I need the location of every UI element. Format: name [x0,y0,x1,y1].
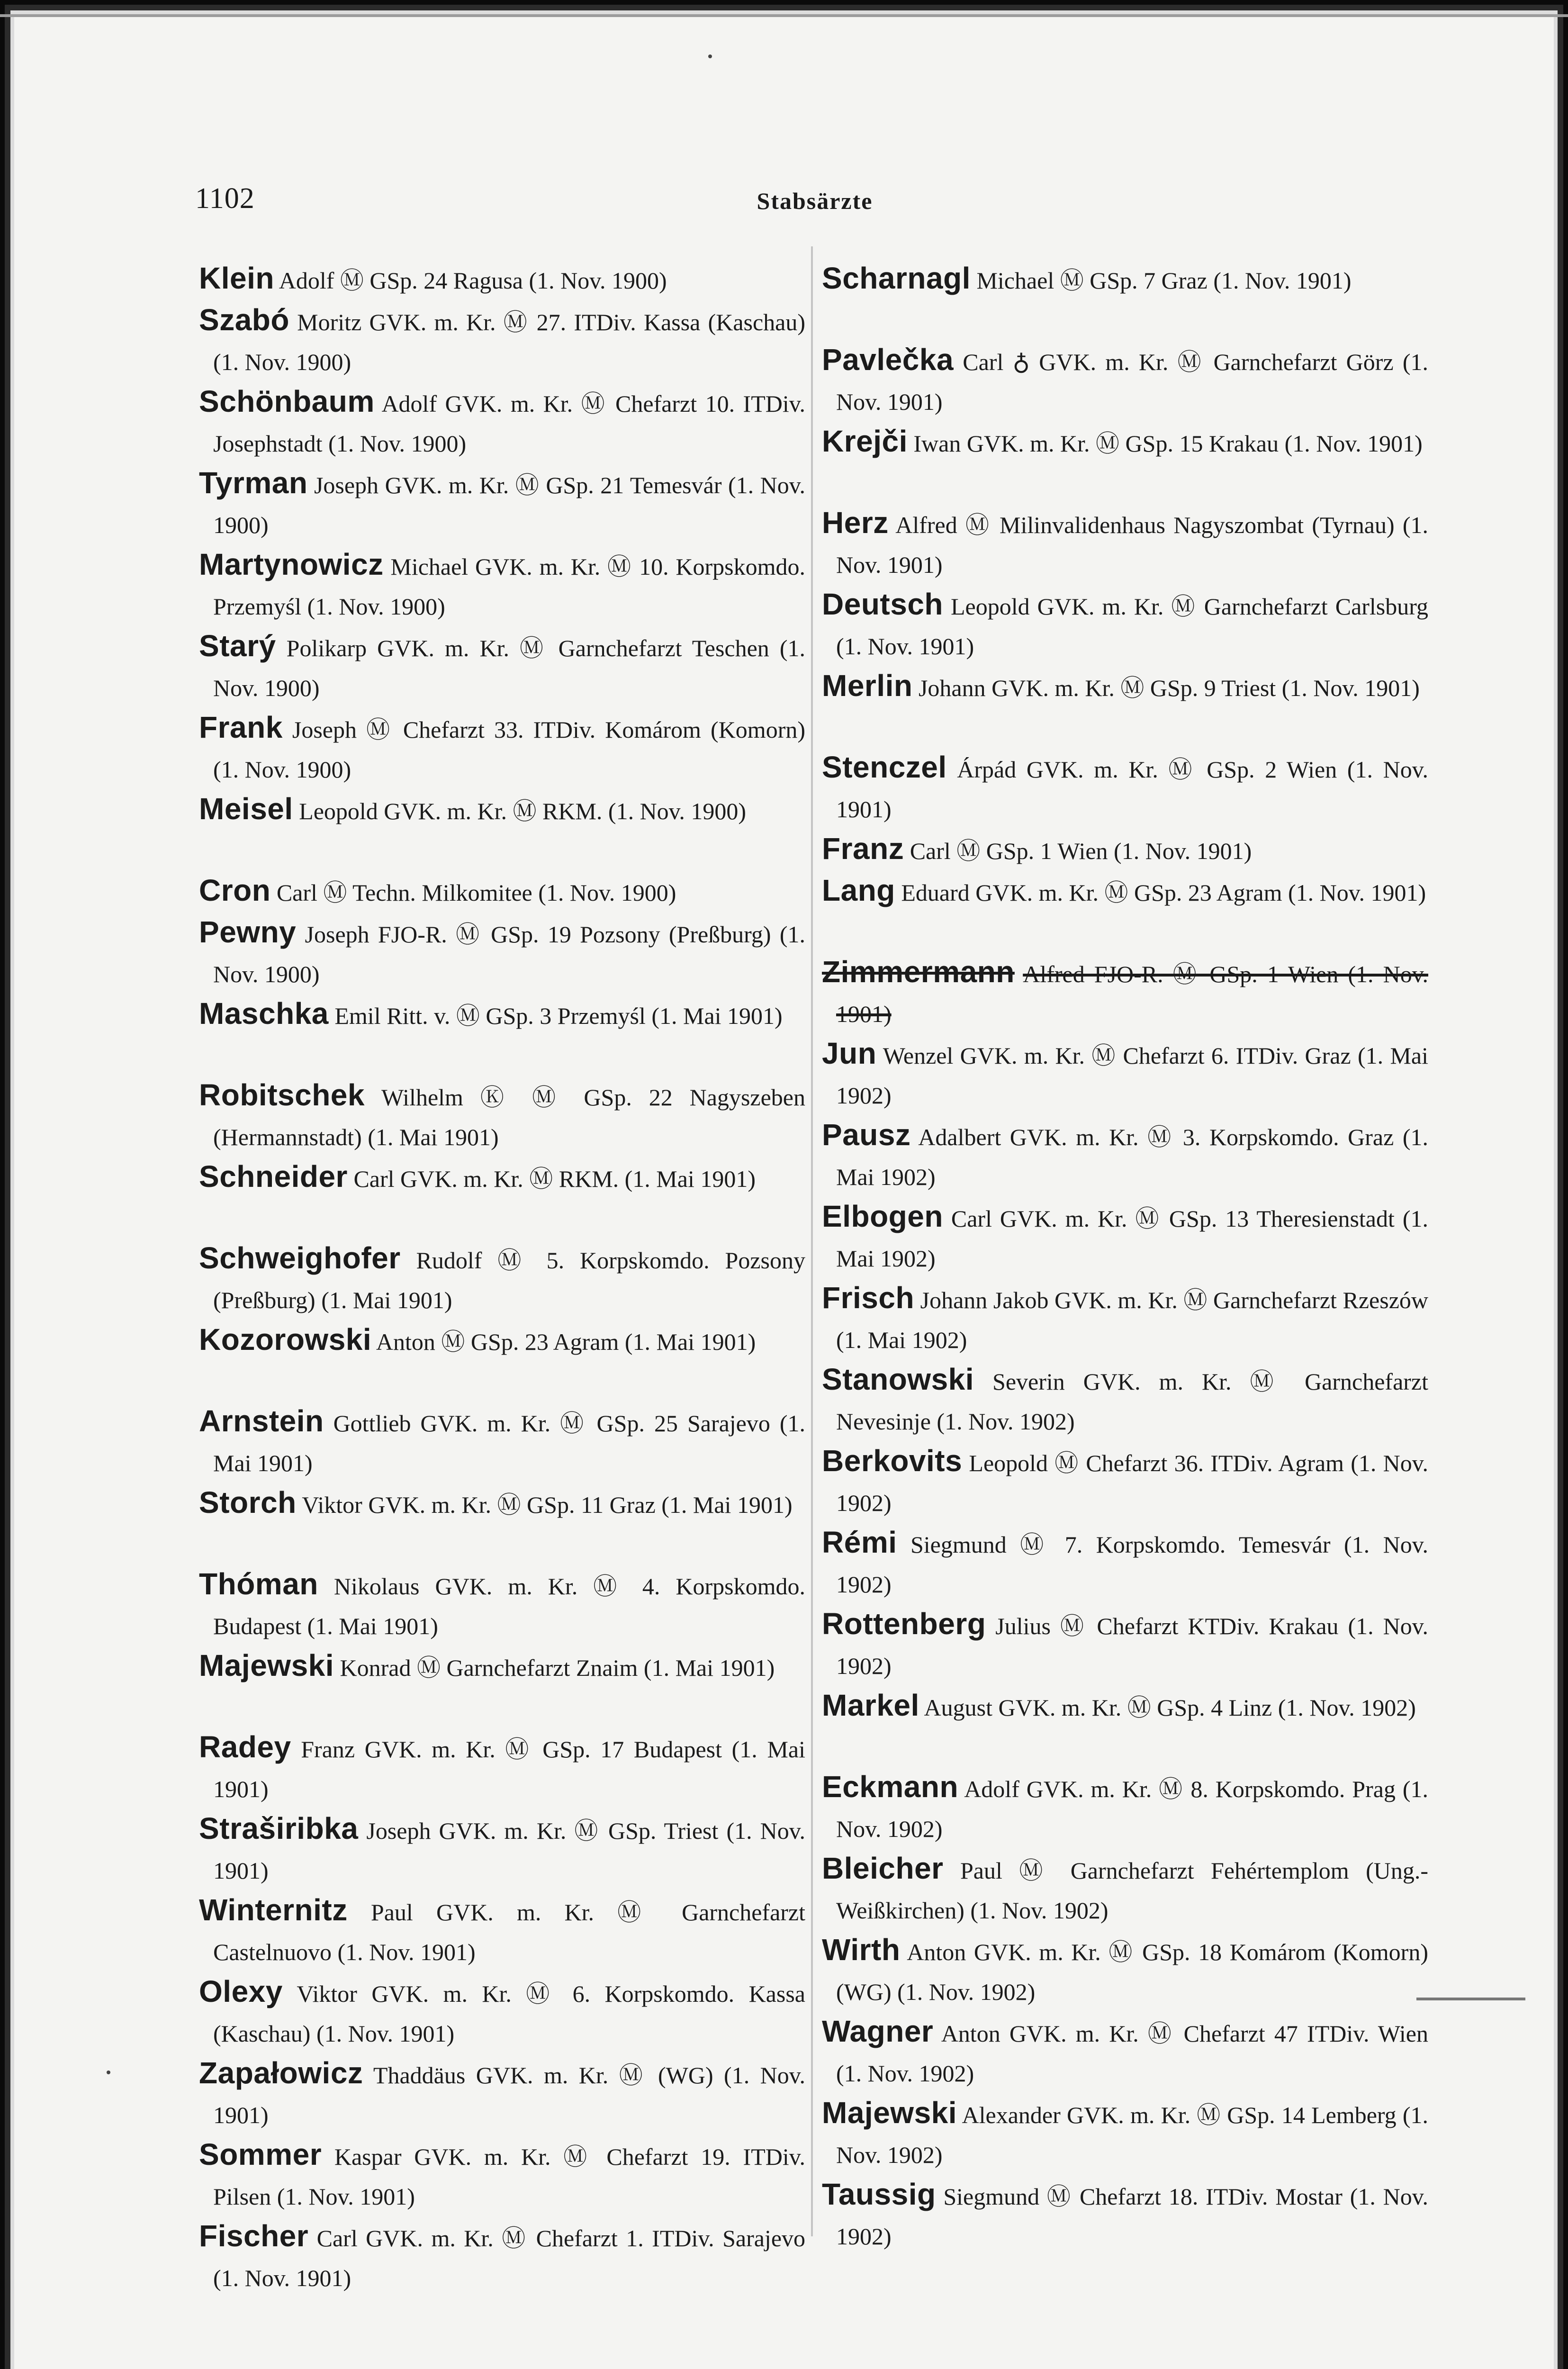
entry-zimmermann-struck [822,952,1428,1031]
entry-details: Wenzel GVK. m. Kr. Ⓜ Chefarzt 6. ITDiv. Graz (1. Mai 1902) [836,1042,1428,1109]
entry-martynowicz [199,544,805,624]
entry-tyrman [199,463,805,543]
entry-scharnagl [822,258,1428,338]
entry-schweighofer [199,1238,805,1318]
entry-surname: Frisch [822,1281,915,1315]
left-column [199,258,805,2296]
entry-herz [822,503,1428,582]
entry-deutsch [822,584,1428,664]
entry-berkovits [822,1441,1428,1520]
entry-surname: Schweighofer [199,1241,401,1275]
entry-surname: Klein [199,261,274,295]
entry-surname: Schneider [199,1159,348,1194]
entry-stanowski [822,1359,1428,1439]
entry-details: Anton GVK. m. Kr. Ⓜ Chefarzt 47 ITDiv. Wien (1. Nov. 1902) [836,2020,1428,2087]
entry-surname: Zimmermann [822,955,1015,989]
entry-surname: Tyrman [199,466,308,500]
entry-details: Carl Ⓜ GSp. 1 Wien (1. Nov. 1901) [910,838,1252,864]
entry-surname: Berkovits [822,1444,963,1478]
entry-details: Leopold Ⓜ Chefarzt 36. ITDiv. Agram (1. Nov. 1902) [836,1450,1428,1516]
entry-surname: Martynowicz [199,547,384,581]
entry-stary [199,626,805,705]
entry-majewski-konrad [199,1646,805,1725]
entry-klein [199,258,805,298]
entry-details: Carl GVK. m. Kr. Ⓜ Chefarzt 1. ITDiv. Sarajevo (1. Nov. 1901) [213,2225,805,2291]
entry-sommer [199,2134,805,2214]
entry-surname: Franz [822,832,904,866]
entry-details: Severin GVK. m. Kr. Ⓜ Garnchefarzt Nevesinje (1. Nov. 1902) [836,1368,1428,1435]
entry-details: Alfred Ⓜ Milinvalidenhaus Nagyszombat (Tyrnau) (1. Nov. 1901) [836,512,1428,578]
entry-details: Viktor GVK. m. Kr. Ⓜ GSp. 11 Graz (1. Mai 1901) [302,1492,793,1518]
entry-krejci [822,421,1428,501]
entry-details: Carl ♁ GVK. m. Kr. Ⓜ Garnchefarzt Görz (1. Nov. 1901) [836,349,1428,415]
entry-details: Adolf Ⓜ GSp. 24 Ragusa (1. Nov. 1900) [279,267,667,294]
entry-pewny [199,912,805,992]
entry-surname: Herz [822,506,889,540]
entry-rottenberg [822,1604,1428,1683]
entry-details: Michael Ⓜ GSp. 7 Graz (1. Nov. 1901) [976,267,1352,294]
entry-surname: Winternitz [199,1893,348,1927]
entry-surname: Bleicher [822,1851,944,1885]
right-column [822,258,1428,2254]
entry-surname: Straširibka [199,1811,359,1845]
entry-taussig [822,2174,1428,2254]
entry-strasiribka [199,1808,805,1888]
entry-surname: Meisel [199,792,293,826]
entry-details: Gottlieb GVK. m. Kr. Ⓜ GSp. 25 Sarajevo (1. Mai 1901) [213,1410,805,1476]
entry-surname: Majewski [822,2096,957,2130]
entry-details: Siegmund Ⓜ Chefarzt 18. ITDiv. Mostar (1. Nov. 1902) [836,2183,1428,2250]
entry-surname: Krejči [822,424,908,458]
entry-details: Joseph Ⓜ Chefarzt 33. ITDiv. Komárom (Komorn) (1. Nov. 1900) [213,716,805,783]
entry-surname: Schönbaum [199,384,375,418]
entry-details: Julius Ⓜ Chefarzt KTDiv. Krakau (1. Nov. 1902) [836,1613,1428,1679]
entry-details: Carl Ⓜ Techn. Milkomitee (1. Nov. 1900) [276,879,676,906]
entry-surname: Cron [199,873,271,907]
entry-surname: Jun [822,1036,877,1070]
entry-details: Árpád GVK. m. Kr. Ⓜ GSp. 2 Wien (1. Nov. 1901) [836,756,1428,823]
entry-details: Eduard GVK. m. Kr. Ⓜ GSp. 23 Agram (1. Nov. 1901) [901,879,1426,906]
entry-details: Thaddäus GVK. m. Kr. Ⓜ (WG) (1. Nov. 1901) [213,2062,805,2128]
entry-details: Emil Ritt. v. Ⓜ GSp. 3 Przemyśl (1. Mai 1901) [334,1003,783,1029]
entry-stenczel [822,747,1428,827]
entry-merlin [822,666,1428,745]
entry-details: Adalbert GVK. m. Kr. Ⓜ 3. Korpskomdo. Graz (1. Mai 1902) [836,1124,1428,1190]
entry-schonbaum [199,381,805,461]
entry-radey [199,1727,805,1807]
entry-details: Michael GVK. m. Kr. Ⓜ 10. Korpskomdo. Przemyśl (1. Nov. 1900) [213,553,805,620]
entry-remi [822,1522,1428,1602]
entry-majewski-alexander [822,2093,1428,2172]
entry-lang [822,870,1428,950]
entry-frisch [822,1278,1428,1357]
entry-surname: Frank [199,710,283,744]
entry-surname: Wagner [822,2014,934,2048]
strikethrough-pen-stroke [1416,1998,1525,2000]
entry-surname: Zapałowicz [199,2056,363,2090]
entry-details: Leopold GVK. m. Kr. Ⓜ Garnchefarzt Carlsburg (1. Nov. 1901) [836,593,1428,660]
entry-details: Rudolf Ⓜ 5. Korpskomdo. Pozsony (Preßburg) (1. Mai 1901) [213,1247,805,1313]
entry-surname: Thóman [199,1567,318,1601]
entry-details: Joseph GVK. m. Kr. Ⓜ GSp. Triest (1. Nov. 1901) [213,1817,805,1884]
entry-surname: Eckmann [822,1770,959,1804]
entry-surname: Pewny [199,915,297,949]
entry-franz [822,829,1428,868]
entry-surname: Majewski [199,1648,334,1682]
entry-details: Alfred FJO-R. Ⓜ GSp. 1 Wien (1. Nov. 1901) [836,961,1428,1027]
entry-details: Konrad Ⓜ Garnchefarzt Znaim (1. Mai 1901) [340,1655,775,1681]
entry-robitschek [199,1075,805,1155]
entry-schneider [199,1157,805,1236]
entry-surname: Taussig [822,2177,936,2211]
entry-maschka [199,994,805,1073]
entry-surname: Stenczel [822,750,947,784]
entry-wagner [822,2011,1428,2091]
scan-speck [107,2071,110,2074]
entry-markel [822,1685,1428,1765]
entry-details: Iwan GVK. m. Kr. Ⓜ GSp. 15 Krakau (1. Nov. 1901) [913,430,1423,457]
entry-zapalowicz [199,2053,805,2133]
entry-details: Siegmund Ⓜ 7. Korpskomdo. Temesvár (1. Nov. 1902) [836,1531,1428,1598]
entry-frank [199,707,805,787]
entry-details: Wilhelm Ⓚ Ⓜ GSp. 22 Nagyszeben (Hermannstadt) (1. Mai 1901) [213,1084,805,1150]
entry-surname: Deutsch [822,587,943,621]
entry-details: Johann Jakob GVK. m. Kr. Ⓜ Garnchefarzt Rzeszów (1. Mai 1902) [836,1287,1428,1353]
entry-surname: Olexy [199,1974,283,2008]
entry-jun [822,1033,1428,1113]
entry-surname: Kozorowski [199,1322,372,1356]
entry-details: Viktor GVK. m. Kr. Ⓜ 6. Korpskomdo. Kassa (Kaschau) (1. Nov. 1901) [213,1980,805,2047]
entry-cron [199,870,805,910]
entry-surname: Pausz [822,1118,911,1152]
column-divider [811,246,813,2236]
entry-surname: Wirth [822,1933,901,1967]
entry-surname: Lang [822,873,895,907]
entry-details: Alexander GVK. m. Kr. Ⓜ GSp. 14 Lemberg (1. Nov. 1902) [836,2102,1428,2168]
entry-details: Joseph GVK. m. Kr. Ⓜ GSp. 21 Temesvár (1. Nov. 1900) [213,472,805,538]
entry-details: Leopold GVK. m. Kr. Ⓜ RKM. (1. Nov. 1900) [299,798,747,824]
entry-arnstein [199,1401,805,1481]
entry-details: Adolf GVK. m. Kr. Ⓜ 8. Korpskomdo. Prag (1. Nov. 1902) [836,1776,1428,1842]
entry-surname: Scharnagl [822,261,971,295]
page-number: 1102 [195,182,255,215]
entry-eckmann [822,1767,1428,1846]
entry-surname: Robitschek [199,1078,365,1112]
entry-surname: Szabó [199,303,289,337]
entry-surname: Arnstein [199,1404,324,1438]
entry-fischer [199,2216,805,2296]
entry-details: Anton GVK. m. Kr. Ⓜ GSp. 18 Komárom (Komorn) (WG) (1. Nov. 1902) [836,1939,1428,2005]
entry-surname: Storch [199,1485,297,1519]
entry-pavlecka [822,340,1428,419]
entry-surname: Stanowski [822,1362,974,1396]
entry-surname: Merlin [822,669,913,703]
entry-surname: Rottenberg [822,1607,986,1641]
entry-surname: Maschka [199,996,329,1031]
scan-speck [708,54,712,58]
entry-surname: Fischer [199,2219,309,2253]
entry-surname: Elbogen [822,1199,943,1233]
entry-surname: Rémi [822,1525,897,1559]
entry-details: August GVK. m. Kr. Ⓜ GSp. 4 Linz (1. Nov. 1902) [924,1694,1416,1721]
entry-details: Kaspar GVK. m. Kr. Ⓜ Chefarzt 19. ITDiv. Pilsen (1. Nov. 1901) [213,2143,805,2210]
entry-surname: Sommer [199,2137,322,2171]
entry-meisel [199,789,805,868]
entry-details: Moritz GVK. m. Kr. Ⓜ 27. ITDiv. Kassa (Kaschau) (1. Nov. 1900) [213,309,805,375]
entry-winternitz [199,1890,805,1970]
entry-details: Nikolaus GVK. m. Kr. Ⓜ 4. Korpskomdo. Budapest (1. Mai 1901) [213,1573,805,1639]
entry-details: Paul Ⓜ Garnchefarzt Fehértemplom (Ung.-Weißkirchen) (1. Nov. 1902) [836,1857,1428,1924]
entry-surname: Pavlečka [822,343,954,377]
entry-pausz [822,1115,1428,1194]
entry-surname: Radey [199,1730,291,1764]
entry-szabo [199,300,805,380]
entry-kozorowski [199,1320,805,1399]
entry-details: Carl GVK. m. Kr. Ⓜ RKM. (1. Mai 1901) [353,1166,756,1192]
entry-details: Anton Ⓜ GSp. 23 Agram (1. Mai 1901) [376,1329,756,1355]
entry-details: Paul GVK. m. Kr. Ⓜ Garnchefarzt Castelnuovo (1. Nov. 1901) [213,1899,805,1965]
entry-elbogen [822,1196,1428,1276]
entry-thoman [199,1564,805,1644]
entry-details: Carl GVK. m. Kr. Ⓜ GSp. 13 Theresienstadt (1. Mai 1902) [836,1205,1428,1272]
entry-details: Joseph FJO-R. Ⓜ GSp. 19 Pozsony (Preßburg) (1. Nov. 1900) [213,921,805,987]
entry-details: Adolf GVK. m. Kr. Ⓜ Chefarzt 10. ITDiv. Josephstadt (1. Nov. 1900) [213,390,805,457]
entry-details: Johann GVK. m. Kr. Ⓜ GSp. 9 Triest (1. Nov. 1901) [918,675,1420,701]
running-head: Stabsärzte [757,188,873,214]
entry-surname: Starý [199,629,276,663]
entry-olexy [199,1971,805,2051]
entry-bleicher [822,1848,1428,1928]
entry-wirth [822,1930,1428,2009]
entry-storch [199,1483,805,1562]
scan-edge-top [0,14,1568,17]
entry-surname: Markel [822,1688,919,1722]
entry-details: Polikarp GVK. m. Kr. Ⓜ Garnchefarzt Teschen (1. Nov. 1900) [213,635,805,701]
entry-details: Franz GVK. m. Kr. Ⓜ GSp. 17 Budapest (1. Mai 1901) [213,1736,805,1802]
